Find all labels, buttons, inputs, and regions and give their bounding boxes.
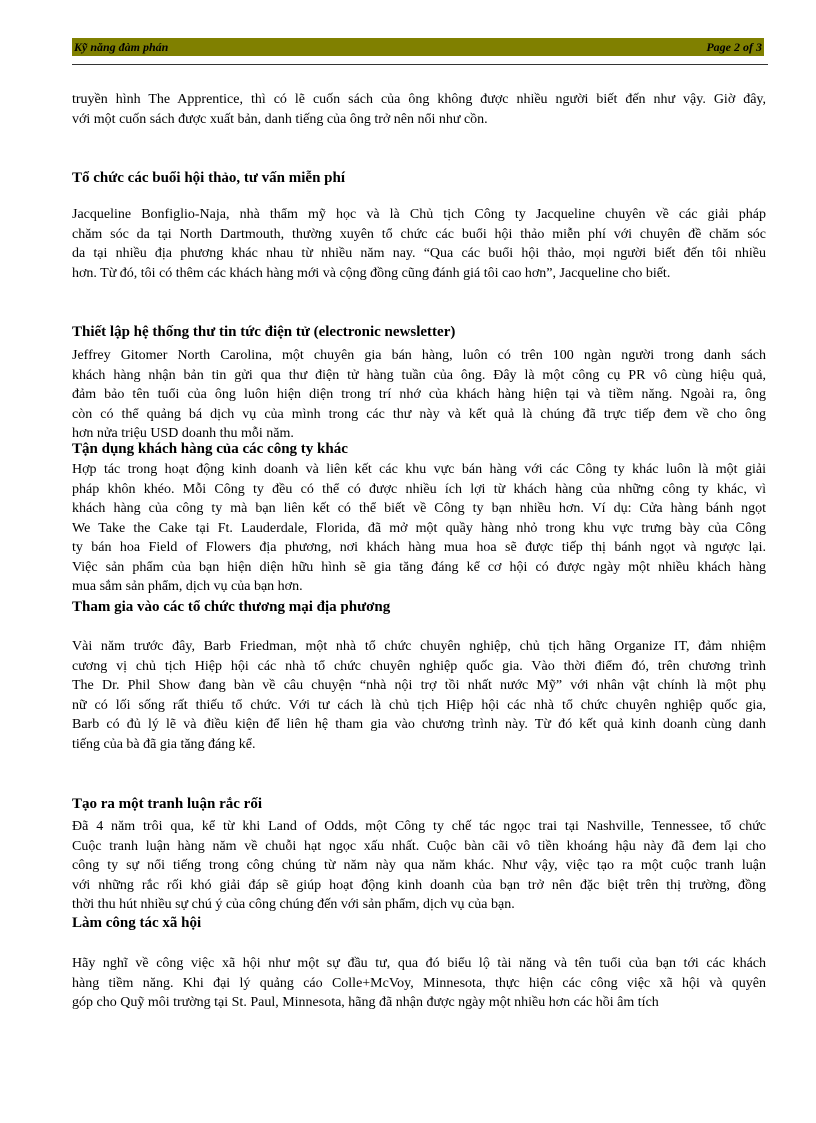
section-heading: Tận dụng khách hàng của các công ty khác xyxy=(72,441,348,457)
paragraph-line: đảm bảo tên tuổi của ông luôn hiện diện trong trí nhớ của khách hàng hiện tại và tiềm năng. Ngoài ra, ông xyxy=(72,387,766,402)
paragraph-line: công ty sự nổi tiếng trong công chúng từ năm này qua năm khác. Như vậy, việc tạo ra một cuộc tranh luận xyxy=(72,858,766,873)
section-heading: Tạo ra một tranh luận rắc rối xyxy=(72,796,262,812)
paragraph-line: Hãy nghĩ về công việc xã hội như một sự đầu tư, qua đó biểu lộ tài năng và tên tuổi của bạn tới các khách xyxy=(72,956,766,971)
paragraph-line: Jeffrey Gitomer North Carolina, một chuyên gia bán hàng, luôn có trên 100 ngàn người trong danh sách xyxy=(72,348,766,363)
paragraph-line: Vài năm trước đây, Barb Friedman, một nhà tổ chức chuyên nghiệp, chủ tịch hãng Organize IT, đảm nhiệm xyxy=(72,639,766,654)
paragraph-line: mua sắm sản phẩm, dịch vụ của bạn hơn. xyxy=(72,579,303,594)
paragraph-line: pháp khôn khéo. Mỗi Công ty đều có thể có được nhiều ích lợi từ khách hàng của những công ty khác, vì xyxy=(72,481,766,497)
paragraph-line: còn có thể quảng bá dịch vụ của mình trong các thư này và kết quả là chúng đã trực tiếp đem về cho ông xyxy=(72,406,766,422)
paragraph xyxy=(72,90,766,129)
paragraph-line: da tại nhiều địa phương khác nhau từ nhiều năm nay. “Qua các buổi hội thảo, mọi người biết đến tôi nhiều xyxy=(72,246,766,261)
paragraph-line: We Take the Cake tại Ft. Lauderdale, Florida, đã mở một quầy hàng nhỏ trong khu vực trưng bày của Công xyxy=(72,520,766,536)
paragraph-line: khách hàng của công ty mà bạn liên kết có thể biết về Công ty bạn nhiều hơn. Ví dụ: Cửa hàng bánh ngọt xyxy=(72,501,766,516)
paragraph-line: Hợp tác trong hoạt động kinh doanh và liên kết các khu vực bán hàng với các Công ty khác luôn là một giải xyxy=(72,462,766,477)
section-heading: Tổ chức các buổi hội thảo, tư vấn miễn phí xyxy=(72,170,346,186)
paragraph-line: Việc sản phẩm của bạn hiện diện hữu hình sẽ gia tăng đáng kể cơ hội có được ngày một nhiều khách hàng xyxy=(72,559,766,575)
paragraph-line: góp cho Quỹ môi trường tại St. Paul, Minnesota, hãng đã nhận được ngày một nhiều hơn các hồi âm tích xyxy=(72,995,659,1010)
paragraph-line: tiếng của bà đã gia tăng đáng kể. xyxy=(72,736,256,752)
paragraph xyxy=(72,205,766,283)
paragraph xyxy=(72,460,766,597)
paragraph-line: nữ có lối sống rất thiếu tổ chức. Với tư cách là chủ tịch Hiệp hội các nhà tổ chức chuyên nghiệp quốc gia, xyxy=(72,697,766,713)
paragraph-line: Đã 4 năm trôi qua, kể từ khi Land of Odds, một Công ty chế tác ngọc trai tại Nashville, Tennessee, tổ chức xyxy=(72,819,766,834)
paragraph xyxy=(72,817,766,915)
paragraph xyxy=(72,346,766,444)
paragraph-line: The Dr. Phil Show đang bàn về câu chuyện “nhà nội trợ tồi nhất nước Mỹ” với nhân vật chính là một phụ xyxy=(72,678,766,693)
paragraph-line: cương vị chủ tịch Hiệp hội các nhà tổ chức chuyên nghiệp quốc gia. Vào thời điểm đó, trên chương trình xyxy=(72,658,766,674)
paragraph-line: Barb có đủ lý lẽ và điều kiện để liên hệ tham gia vào chương trình này. Từ đó kết quả kinh doanh cùng danh xyxy=(72,717,766,732)
header-divider xyxy=(72,64,768,65)
paragraph-line: hàng tiềm năng. Khi đại lý quảng cáo Colle+McVoy, Minnesota, thực hiện các công việc xã hội và quyên xyxy=(72,975,766,991)
paragraph-line: Jacqueline Bonfiglio-Naja, nhà thẩm mỹ học và là Chủ tịch Công ty Jacqueline chuyên về các giải pháp xyxy=(72,207,766,222)
paragraph-line: hơn nửa triệu USD doanh thu mỗi năm. xyxy=(72,426,294,441)
paragraph xyxy=(72,954,766,1013)
document-title: Kỹ năng đàm phán xyxy=(74,39,169,54)
section-heading: Tham gia vào các tổ chức thương mại địa phương xyxy=(72,599,391,615)
section-heading: Làm công tác xã hội xyxy=(72,915,202,931)
paragraph-line: Cuộc tranh luận hàng năm về chuỗi hạt ngọc xấu nhất. Cuộc bàn cãi vô tiền khoáng hậu này đã đem lại cho xyxy=(72,838,766,854)
paragraph-line: truyền hình The Apprentice, thì có lẽ cuốn sách của ông không được nhiều người biết đến như vậy. Giờ đây, xyxy=(72,92,766,107)
paragraph-line: ty bán hoa Field of Flowers địa phương, nơi khách hàng mua hoa sẽ được tiếp thị bánh ngọt và ngược lại. xyxy=(72,540,766,555)
paragraph xyxy=(72,637,766,754)
paragraph-line: hơn. Từ đó, tôi có thêm các khách hàng mới và cộng đồng cũng đánh giá tôi cao hơn”, Jacqueline cho biết. xyxy=(72,265,671,281)
page-number: Page 2 of 3 xyxy=(706,39,762,54)
paragraph-line: với những rắc rối khó giải đáp sẽ giúp hoạt động kinh doanh của bạn trở nên đặc biệt trên thị trường, đồng xyxy=(72,877,766,893)
paragraph-line: chăm sóc da tại North Dartmouth, thường xuyên tổ chức các buổi hội thảo miễn phí với chuyên đề chăm sóc xyxy=(72,226,766,242)
paragraph-line: với một cuốn sách được xuất bản, danh tiếng của ông trở nên nổi như cồn. xyxy=(72,111,488,127)
paragraph-line: khách hàng nhận bản tin gửi qua thư điện tử hàng tuần của ông. Đây là một công cụ PR vô cùng hiệu quả, xyxy=(72,367,766,383)
section-heading: Thiết lập hệ thống thư tin tức điện tử (electronic newsletter) xyxy=(72,324,456,340)
paragraph-line: thời thu hút nhiều sự chú ý của công chúng đến với sản phẩm, dịch vụ của bạn. xyxy=(72,897,515,912)
page-header-bar xyxy=(72,38,764,56)
